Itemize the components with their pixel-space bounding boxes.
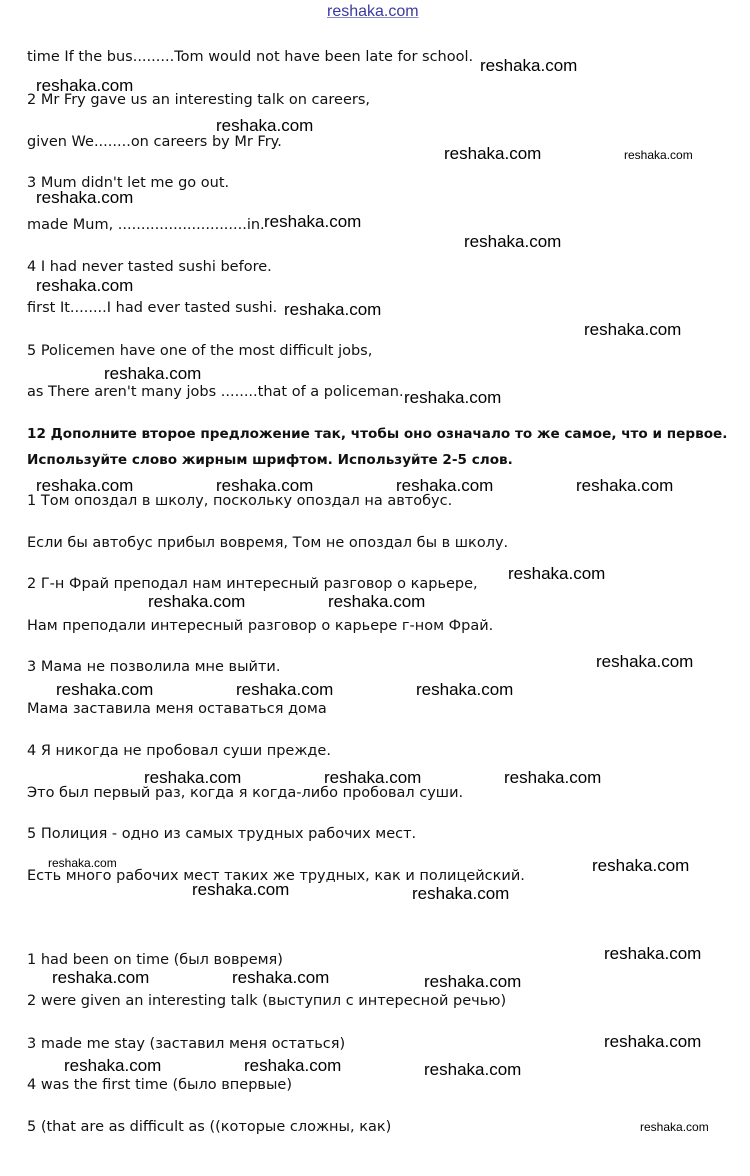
- watermark: reshaka.com: [604, 944, 702, 963]
- watermark: reshaka.com: [264, 212, 362, 231]
- watermark: reshaka.com: [324, 768, 422, 787]
- watermark: reshaka.com: [144, 768, 242, 787]
- watermark: reshaka.com: [624, 148, 693, 162]
- watermark: reshaka.com: [192, 880, 290, 899]
- watermark: reshaka.com: [396, 476, 494, 495]
- translation-line: Если бы автобус прибыл вовремя, Том не опоздал бы в школу.: [27, 535, 509, 551]
- translation-line: Есть много рабочих мест таких же трудных, как и полицейский.: [27, 868, 525, 884]
- watermark: reshaka.com: [148, 592, 246, 611]
- watermark: reshaka.com: [424, 1060, 522, 1079]
- exercise-line: 2 Mr Fry gave us an interesting talk on careers,: [27, 92, 370, 108]
- watermark: reshaka.com: [604, 1032, 702, 1051]
- exercise-line: time If the bus.........Tom would not have been late for school.: [27, 49, 474, 65]
- task-heading: 12 Дополните второе предложение так, чтобы оно означало то же самое, что и первое.: [27, 426, 728, 442]
- translation-line: Это был первый раз, когда я когда-либо пробовал суши.: [27, 785, 464, 801]
- translation-line: 1 Том опоздал в школу, поскольку опоздал на автобус.: [27, 493, 453, 509]
- watermark: reshaka.com: [412, 884, 510, 903]
- answer-line: 4 was the first time (было впервые): [27, 1077, 292, 1093]
- watermark: reshaka.com: [48, 856, 117, 870]
- answer-line: 2 were given an interesting talk (выступил с интересной речью): [27, 993, 507, 1009]
- watermark: reshaka.com: [464, 232, 562, 251]
- watermark: reshaka.com: [284, 300, 382, 319]
- watermark: reshaka.com: [36, 276, 134, 295]
- watermark: reshaka.com: [404, 388, 502, 407]
- watermark: reshaka.com: [576, 476, 674, 495]
- exercise-line: made Mum, ............................in.: [27, 217, 265, 233]
- watermark: reshaka.com: [480, 56, 578, 75]
- translation-line: 5 Полиция - одно из самых трудных рабочих мест.: [27, 826, 417, 842]
- watermark: reshaka.com: [640, 1120, 709, 1134]
- answer-line: 3 made me stay (заставил меня остаться): [27, 1036, 346, 1052]
- watermark: reshaka.com: [584, 320, 682, 339]
- watermark: reshaka.com: [56, 680, 154, 699]
- exercise-line: given We........on careers by Mr Fry.: [27, 134, 282, 150]
- watermark: reshaka.com: [416, 680, 514, 699]
- watermark: reshaka.com: [64, 1056, 162, 1075]
- answer-line: 1 had been on time (был вовремя): [27, 952, 283, 968]
- watermark: reshaka.com: [232, 968, 330, 987]
- watermark: reshaka.com: [592, 856, 690, 875]
- site-header-watermark: reshaka.com: [327, 3, 419, 20]
- watermark: reshaka.com: [244, 1056, 342, 1075]
- watermark: reshaka.com: [444, 144, 542, 163]
- exercise-line: 5 Policemen have one of the most difficult jobs,: [27, 343, 373, 359]
- watermark: reshaka.com: [36, 76, 134, 95]
- watermark: reshaka.com: [424, 972, 522, 991]
- watermark: reshaka.com: [52, 968, 150, 987]
- task-heading: Используйте слово жирным шрифтом. Используйте 2-5 слов.: [27, 452, 513, 468]
- translation-line: Нам преподали интересный разговор о карьере г-ном Фрай.: [27, 618, 494, 634]
- translation-line: 4 Я никогда не пробовал суши прежде.: [27, 743, 331, 759]
- answer-line: 5 (that are as difficult as ((которые сложны, как): [27, 1119, 392, 1135]
- watermark: reshaka.com: [36, 188, 134, 207]
- watermark: reshaka.com: [36, 476, 134, 495]
- translation-line: 3 Мама не позволила мне выйти.: [27, 659, 281, 675]
- exercise-line: as There aren't many jobs ........that of a policeman.: [27, 384, 404, 400]
- watermark: reshaka.com: [596, 652, 694, 671]
- exercise-line: 4 I had never tasted sushi before.: [27, 259, 272, 275]
- exercise-line: 3 Mum didn't let me go out.: [27, 175, 230, 191]
- watermark: reshaka.com: [508, 564, 606, 583]
- watermark: reshaka.com: [216, 476, 314, 495]
- translation-line: Мама заставила меня оставаться дома: [27, 701, 327, 717]
- watermark: reshaka.com: [236, 680, 334, 699]
- translation-line: 2 Г-н Фрай преподал нам интересный разговор о карьере,: [27, 576, 478, 592]
- watermark: reshaka.com: [328, 592, 426, 611]
- watermark: reshaka.com: [216, 116, 314, 135]
- watermark: reshaka.com: [104, 364, 202, 383]
- watermark: reshaka.com: [504, 768, 602, 787]
- exercise-line: first It........I had ever tasted sushi.: [27, 300, 278, 316]
